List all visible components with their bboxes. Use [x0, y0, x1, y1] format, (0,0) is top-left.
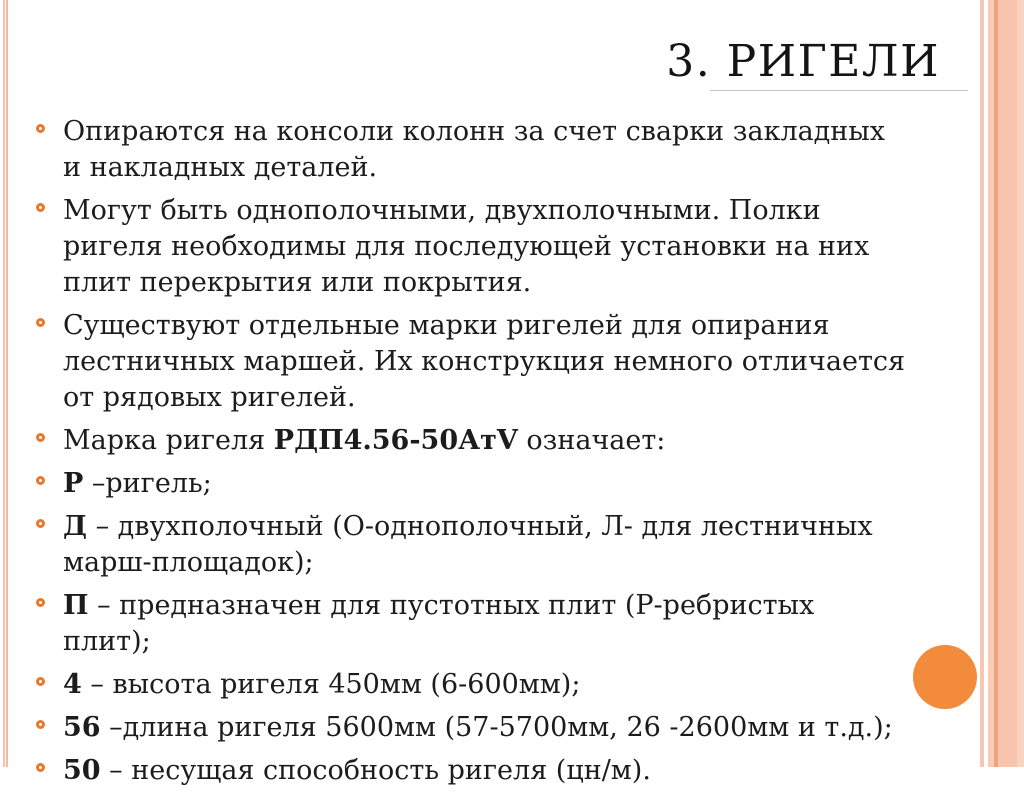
list-item [36, 509, 906, 581]
bullet-icon [36, 677, 45, 686]
list-item [36, 588, 906, 660]
list-item [36, 114, 906, 186]
bullet-list [36, 114, 906, 789]
bullet-text: 4 – высота ригеля 450мм (6-600мм); [63, 669, 581, 700]
bullet-text: Существуют отдельные марки ригелей для опирания лестничных маршей. Их конструкция немного отличается от рядовых ригелей. [63, 310, 906, 413]
bullet-icon [36, 476, 45, 485]
slide-title: 3. РИГЕЛИ [666, 36, 940, 87]
list-item [36, 193, 906, 301]
title-underline [710, 90, 968, 91]
bullet-text: Д – двухполочный (О-однополочный, Л- для лестничных марш-площадок); [63, 511, 873, 578]
accent-circle [913, 645, 977, 709]
list-item [36, 753, 906, 789]
bullet-text: Могут быть однополочными, двухполочными. Полки ригеля необходимы для последующей установки на них плит перекрытия или покрытия. [63, 195, 870, 298]
bullet-icon [36, 519, 45, 528]
right-accent-band [988, 0, 1024, 767]
bullet-text: Опираются на консоли колонн за счет сварки закладных и накладных деталей. [63, 116, 886, 183]
list-item [36, 466, 906, 502]
bullet-icon [36, 318, 45, 327]
list-item [36, 308, 906, 416]
bullet-icon [36, 598, 45, 607]
bullet-icon [36, 124, 45, 133]
list-item [36, 423, 906, 459]
bullet-text: 56 –длина ригеля 5600мм (57-5700мм, 26 -2600мм и т.д.); [63, 712, 893, 743]
left-accent-stripes [3, 0, 9, 767]
bullet-icon [36, 433, 45, 442]
bullet-icon [36, 203, 45, 212]
list-item [36, 667, 906, 703]
bullet-icon [36, 763, 45, 772]
bullet-text: П – предназначен для пустотных плит (Р-ребристых плит); [63, 590, 815, 657]
right-accent-thin-stripe [980, 0, 984, 767]
bullet-text: Марка ригеля РДП4.56-50АтV означает: [63, 425, 666, 456]
bullet-text: Р –ригель; [63, 468, 212, 499]
bullet-icon [36, 720, 45, 729]
bullet-text: 50 – несущая способность ригеля (цн/м). [63, 755, 651, 786]
list-item [36, 710, 906, 746]
slide-body [36, 114, 906, 796]
